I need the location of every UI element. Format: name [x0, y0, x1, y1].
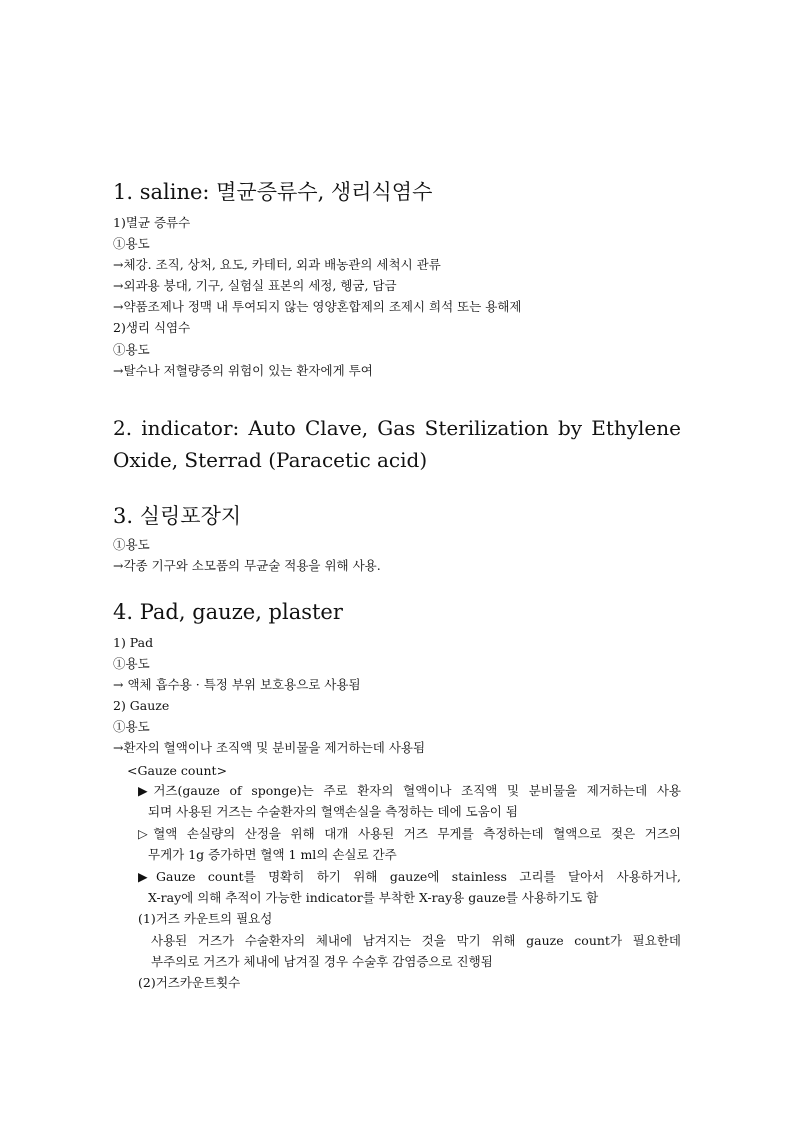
bullet-line: X-ray에 의해 추적이 가능한 indicator를 부착한 X-ray용 gauze를 사용하기도 함: [148, 890, 599, 905]
gauze-count-label: <Gauze count>: [127, 763, 228, 778]
s1-line: →약품조제나 정맥 내 투여되지 않는 영양혼합제의 조제시 희석 또는 용해제: [113, 299, 522, 314]
s1-line: 1)멸균 증류수: [113, 215, 191, 230]
section-4-heading: 4. Pad, gauze, plaster: [113, 600, 343, 624]
bullet-line: ▶Gauze count를 명확히 하기 위해 gauze에 stainless 고리를 달아서 사용하거나,: [138, 869, 681, 884]
sub1-title: (1)거즈 카운트의 필요성: [138, 911, 273, 926]
s1-line: →탈수나 저혈량증의 위험이 있는 환자에게 투여: [113, 363, 373, 378]
s1-line: →체강. 조직, 상처, 요도, 카테터, 외과 배농관의 세척시 관류: [113, 257, 441, 272]
bullet-line: 무게가 1g 증가하면 혈액 1 ml의 손실로 간주: [148, 847, 397, 862]
bullet-line: ▷혈액 손실량의 산정을 위해 대개 사용된 거즈 무게를 측정하는데 혈액으로 젖은 거즈의: [138, 826, 681, 841]
s3-line: →각종 기구와 소모품의 무균술 적용을 위해 사용.: [113, 558, 381, 573]
s1-line: 2)생리 식염수: [113, 320, 191, 335]
s1-line: ①용도: [113, 342, 150, 357]
section-2-heading-line2: Oxide, Sterrad (Paracetic acid): [113, 448, 428, 472]
s4-line: 2) Gauze: [113, 698, 170, 713]
section-2-heading-line1: 2. indicator: Auto Clave, Gas Sterilization by Ethylene: [113, 416, 681, 440]
s4-line: ①용도: [113, 719, 150, 734]
s4-line: → 액체 흡수용 · 특정 부위 보호용으로 사용됨: [113, 677, 361, 692]
s4-line: ①용도: [113, 656, 150, 671]
s4-line: 1) Pad: [113, 635, 154, 650]
s4-line: →환자의 혈액이나 조직액 및 분비물을 제거하는데 사용됨: [113, 740, 426, 755]
sub1-line: 부주의로 거즈가 체내에 남겨질 경우 수술후 감염증으로 진행됨: [151, 954, 493, 969]
section-3-heading: 3. 실링포장지: [113, 504, 242, 528]
bullet-line: ▶거즈(gauze of sponge)는 주로 환자의 혈액이나 조직액 및 분비물을 제거하는데 사용: [138, 783, 681, 798]
sub2-title: (2)거즈카운트횟수: [138, 975, 241, 990]
s1-line: →외과용 붕대, 기구, 실험실 표본의 세정, 헹굼, 담금: [113, 278, 397, 293]
s3-line: ①용도: [113, 537, 150, 552]
bullet-line: 되며 사용된 거즈는 수술환자의 혈액손실을 측정하는 데에 도움이 됨: [148, 804, 518, 819]
s1-line: ①용도: [113, 236, 150, 251]
sub1-line: 사용된 거즈가 수술환자의 체내에 남겨지는 것을 막기 위해 gauze count가 필요한데: [151, 933, 681, 948]
section-1-heading: 1. saline: 멸균증류수, 생리식염수: [113, 180, 433, 204]
